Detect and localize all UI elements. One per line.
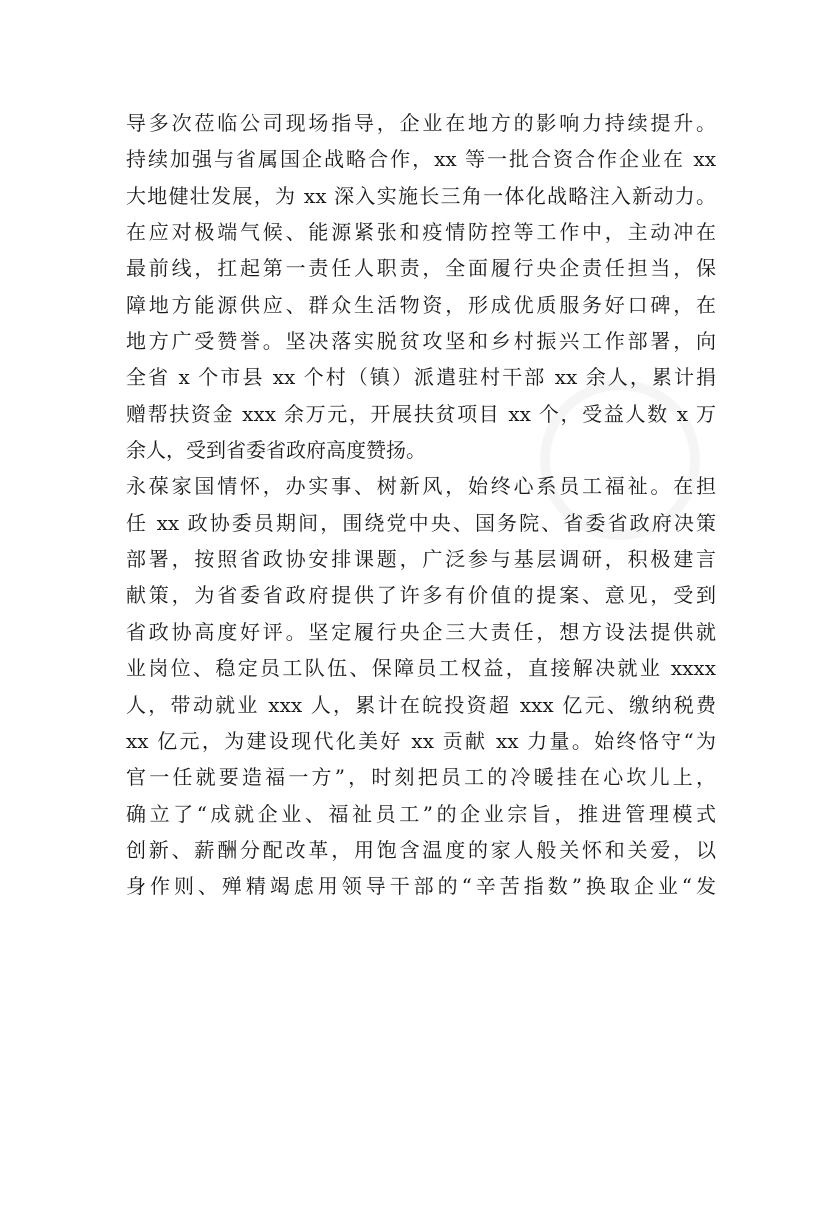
text-line: 献策，为省委省政府提供了许多有价值的提案、意见，受到 xyxy=(126,583,716,608)
text-line: 地方广受赞誉。坚决落实脱贫攻坚和乡村振兴工作部署，向 xyxy=(126,329,716,354)
text-line: 障地方能源供应、群众生活物资，形成优质服务好口碑，在 xyxy=(126,292,716,317)
text-line: 人，带动就业 xxx 人，累计在皖投资超 xxx 亿元、缴纳税费 xyxy=(126,692,716,717)
text-line: 大地健壮发展，为 xx 深入实施长三角一体化战略注入新动力。 xyxy=(126,183,716,208)
text-line: 赠帮扶资金 xxx 余万元，开展扶贫项目 xx 个，受益人数 x 万 xyxy=(126,401,716,426)
text-line: 在应对极端气候、能源紧张和疫情防控等工作中，主动冲在 xyxy=(126,220,716,245)
text-line: 官一任就要造福一方”，时刻把员工的冷暖挂在心坎儿上， xyxy=(126,765,716,790)
text-line: 导多次莅临公司现场指导，企业在地方的影响力持续提升。 xyxy=(126,111,716,135)
text-line: 创新、薪酬分配改革，用饱含温度的家人般关怀和关爱，以 xyxy=(126,837,716,862)
text-line: 业岗位、稳定员工队伍、保障员工权益，直接解决就业 xxxx xyxy=(126,656,716,681)
text-line: 持续加强与省属国企战略合作，xx 等一批合资合作企业在 xx xyxy=(126,147,716,172)
text-line: 部署，按照省政协安排课题，广泛参与基层调研，积极建言 xyxy=(126,547,716,572)
text-line: 身作则、殚精竭虑用领导干部的“辛苦指数”换取企业“发 xyxy=(126,874,716,899)
text-line: 任 xx 政协委员期间，围绕党中央、国务院、省委省政府决策 xyxy=(126,510,716,535)
document-body xyxy=(126,105,716,905)
text-line: 全省 x 个市县 xx 个村（镇）派遣驻村干部 xx 余人，累计捐 xyxy=(126,365,716,390)
text-line: xx 亿元，为建设现代化美好 xx 贡献 xx 力量。始终恪守“为 xyxy=(126,728,716,753)
watermark xyxy=(286,988,554,1212)
text-line: 永葆家国情怀，办实事、树新风，始终心系员工福祉。在担 xyxy=(126,474,716,499)
text-line: 确立了“成就企业、福祉员工”的企业宗旨，推进管理模式 xyxy=(126,801,716,826)
text-line: 省政协高度好评。坚定履行央企三大责任，想方设法提供就 xyxy=(126,619,716,644)
text-line: 余人，受到省委省政府高度赞扬。 xyxy=(126,438,426,463)
text-line: 最前线，扛起第一责任人职责，全面履行央企责任担当，保 xyxy=(126,256,716,281)
